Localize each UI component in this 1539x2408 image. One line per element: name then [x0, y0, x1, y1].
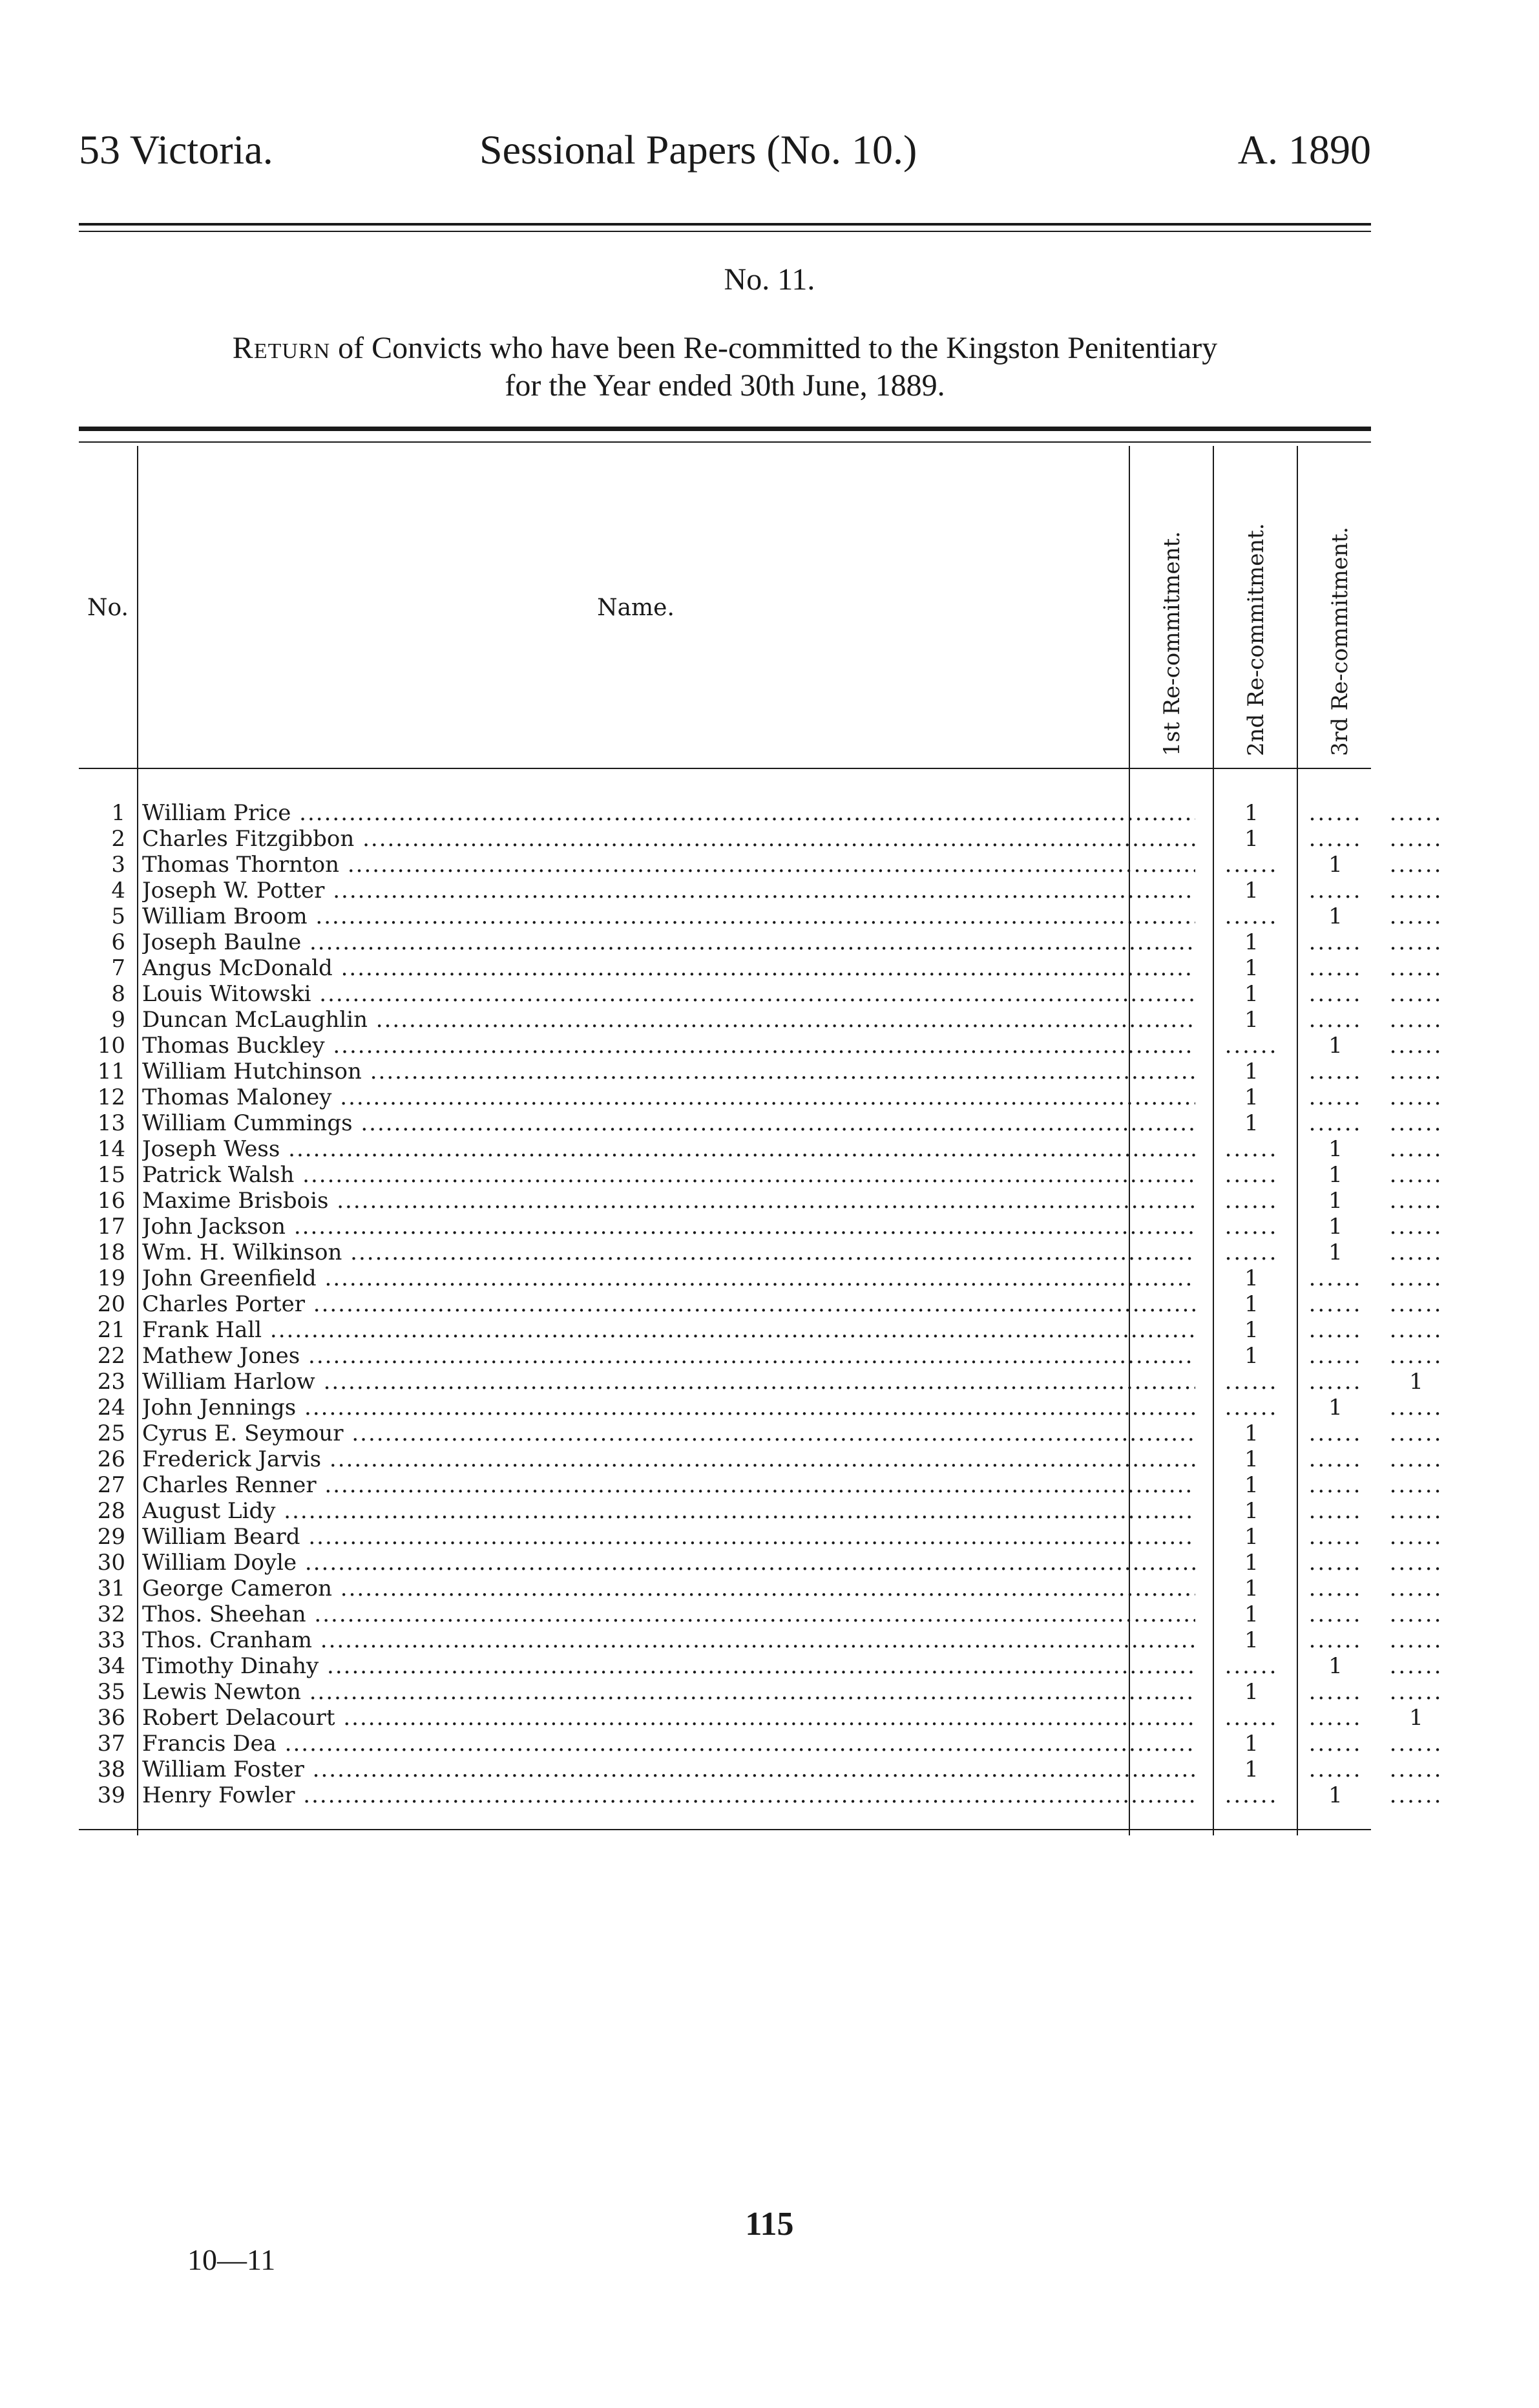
column-header-first: 1st Re-commitment.: [1159, 531, 1185, 756]
row-second-recommitment: ......: [1308, 1757, 1363, 1782]
row-third-recommitment: ......: [1389, 1550, 1443, 1576]
row-name: Thos. Cranham .....: [142, 1627, 1195, 1653]
table-row: [79, 1240, 1443, 1265]
row-number: 28: [97, 1498, 125, 1524]
row-name: Francis Dea .....: [142, 1731, 1195, 1757]
row-name: Robert Delacourt .....: [142, 1705, 1195, 1731]
row-number: 33: [97, 1627, 125, 1653]
row-name: Joseph Baulne .....: [142, 929, 1195, 955]
row-first-recommitment: ......: [1224, 1214, 1279, 1240]
row-third-recommitment: ......: [1389, 929, 1443, 955]
row-first-recommitment: 1: [1244, 1007, 1259, 1033]
row-second-recommitment: ......: [1308, 1446, 1363, 1472]
row-first-recommitment: 1: [1244, 1757, 1259, 1782]
row-first-recommitment: 1: [1244, 1731, 1259, 1757]
row-second-recommitment: 1: [1328, 1214, 1343, 1240]
table-bottom-rule: [79, 1829, 1371, 1830]
row-third-recommitment: ......: [1389, 1033, 1443, 1059]
table-row: [79, 1601, 1443, 1627]
row-first-recommitment: ......: [1224, 1240, 1279, 1265]
row-third-recommitment: ......: [1389, 1084, 1443, 1110]
row-third-recommitment: ......: [1389, 1007, 1443, 1033]
row-number: 16: [97, 1188, 125, 1214]
row-number: 21: [97, 1317, 125, 1343]
title-rest: of Convicts who have been Re-committed to the Kingston Penitentiary: [338, 331, 1218, 365]
row-number: 6: [111, 929, 125, 955]
row-first-recommitment: 1: [1244, 1679, 1259, 1705]
row-third-recommitment: ......: [1389, 1472, 1443, 1498]
table-row: [79, 878, 1443, 903]
row-third-recommitment: ......: [1389, 1601, 1443, 1627]
row-first-recommitment: 1: [1244, 1524, 1259, 1550]
row-number: 9: [111, 1007, 125, 1033]
row-second-recommitment: ......: [1308, 1705, 1363, 1731]
row-third-recommitment: ......: [1389, 1291, 1443, 1317]
table-row: [79, 1576, 1443, 1601]
row-name: William Harlow .....: [142, 1369, 1195, 1395]
row-name: Timothy Dinahy .....: [142, 1653, 1195, 1679]
table-row: [79, 1033, 1443, 1059]
row-third-recommitment: ......: [1389, 1265, 1443, 1291]
row-name: Charles Porter .....: [142, 1291, 1195, 1317]
row-first-recommitment: 1: [1244, 1317, 1259, 1343]
row-number: 13: [97, 1110, 125, 1136]
row-first-recommitment: 1: [1244, 800, 1259, 826]
row-number: 27: [97, 1472, 125, 1498]
column-header-third: 3rd Re-commitment.: [1327, 527, 1353, 756]
row-third-recommitment: ......: [1389, 1136, 1443, 1162]
table-row: [79, 903, 1443, 929]
row-third-recommitment: ......: [1389, 826, 1443, 852]
row-first-recommitment: ......: [1224, 1653, 1279, 1679]
table-row: [79, 1136, 1443, 1162]
row-third-recommitment: ......: [1389, 1731, 1443, 1757]
title-line-2: for the Year ended 30th June, 1889.: [505, 368, 945, 403]
row-first-recommitment: 1: [1244, 1110, 1259, 1136]
row-first-recommitment: 1: [1244, 929, 1259, 955]
row-second-recommitment: ......: [1308, 1421, 1363, 1446]
row-third-recommitment: ......: [1389, 1679, 1443, 1705]
row-second-recommitment: ......: [1308, 1317, 1363, 1343]
row-first-recommitment: 1: [1244, 955, 1259, 981]
table-row: [79, 1705, 1423, 1731]
row-name: George Cameron .....: [142, 1576, 1195, 1601]
header-title: Sessional Papers (No. 10.): [479, 127, 917, 173]
row-second-recommitment: 1: [1328, 1162, 1343, 1188]
table-row: [79, 1110, 1443, 1136]
table-row: [79, 1317, 1443, 1343]
row-name: August Lidy .....: [142, 1498, 1195, 1524]
row-third-recommitment: ......: [1389, 1395, 1443, 1421]
row-first-recommitment: 1: [1244, 1601, 1259, 1627]
row-name: Mathew Jones .....: [142, 1343, 1195, 1369]
document-number: No. 11.: [724, 262, 815, 297]
row-name: Wm. H. Wilkinson .....: [142, 1240, 1195, 1265]
row-number: 19: [97, 1265, 125, 1291]
table-row: [79, 1550, 1443, 1576]
column-header-second: 2nd Re-commitment.: [1243, 523, 1269, 756]
table-row: [79, 1782, 1443, 1808]
table-row: [79, 852, 1443, 878]
row-number: 24: [97, 1395, 125, 1421]
table-row: [79, 1524, 1443, 1550]
page-number: 115: [745, 2206, 794, 2243]
row-name: Thomas Thornton .....: [142, 852, 1195, 878]
table-row: [79, 1369, 1423, 1395]
row-first-recommitment: 1: [1244, 1084, 1259, 1110]
row-third-recommitment: ......: [1389, 1782, 1443, 1808]
row-third-recommitment: ......: [1389, 852, 1443, 878]
row-name: Angus McDonald .....: [142, 955, 1195, 981]
row-name: Maxime Brisbois .....: [142, 1188, 1195, 1214]
row-name: John Jackson .....: [142, 1214, 1195, 1240]
row-number: 35: [97, 1679, 125, 1705]
row-name: William Beard .....: [142, 1524, 1195, 1550]
row-third-recommitment: 1: [1409, 1369, 1423, 1395]
row-number: 2: [111, 826, 125, 852]
row-first-recommitment: 1: [1244, 1265, 1259, 1291]
row-third-recommitment: ......: [1389, 1059, 1443, 1084]
row-number: 12: [97, 1084, 125, 1110]
row-first-recommitment: 1: [1244, 826, 1259, 852]
table-row: [79, 1007, 1443, 1033]
row-second-recommitment: ......: [1308, 1291, 1363, 1317]
table-row: [79, 1731, 1443, 1757]
table-row: [79, 826, 1443, 852]
table-row: [79, 1188, 1443, 1214]
row-first-recommitment: 1: [1244, 1627, 1259, 1653]
row-second-recommitment: 1: [1328, 1136, 1343, 1162]
title-line-1: [79, 330, 1371, 367]
row-name: Patrick Walsh .....: [142, 1162, 1195, 1188]
row-second-recommitment: ......: [1308, 981, 1363, 1007]
row-second-recommitment: 1: [1328, 1653, 1343, 1679]
row-first-recommitment: ......: [1224, 903, 1279, 929]
row-second-recommitment: ......: [1308, 955, 1363, 981]
row-name: Thos. Sheehan .....: [142, 1601, 1195, 1627]
row-name: Henry Fowler .....: [142, 1782, 1195, 1808]
row-name: Frank Hall .....: [142, 1317, 1195, 1343]
row-second-recommitment: ......: [1308, 929, 1363, 955]
row-number: 30: [97, 1550, 125, 1576]
table-row: [79, 1498, 1443, 1524]
row-name: Lewis Newton .....: [142, 1679, 1195, 1705]
row-second-recommitment: ......: [1308, 1084, 1363, 1110]
row-second-recommitment: ......: [1308, 1498, 1363, 1524]
row-third-recommitment: ......: [1389, 981, 1443, 1007]
row-name: Frederick Jarvis .....: [142, 1446, 1195, 1472]
row-number: 11: [97, 1059, 125, 1084]
row-number: 37: [97, 1731, 125, 1757]
row-third-recommitment: ......: [1389, 1162, 1443, 1188]
row-number: 10: [97, 1033, 125, 1059]
row-second-recommitment: ......: [1308, 826, 1363, 852]
row-second-recommitment: ......: [1308, 1576, 1363, 1601]
row-first-recommitment: ......: [1224, 852, 1279, 878]
column-header-no: No.: [87, 595, 129, 621]
row-second-recommitment: ......: [1308, 800, 1363, 826]
row-number: 4: [111, 878, 125, 903]
row-number: 32: [97, 1601, 125, 1627]
row-second-recommitment: ......: [1308, 878, 1363, 903]
row-second-recommitment: ......: [1308, 1627, 1363, 1653]
row-number: 3: [111, 852, 125, 878]
row-number: 38: [97, 1757, 125, 1782]
row-second-recommitment: 1: [1328, 1782, 1343, 1808]
table-header-rule: [79, 768, 1371, 769]
row-first-recommitment: 1: [1244, 1059, 1259, 1084]
row-first-recommitment: ......: [1224, 1369, 1279, 1395]
table-row: [79, 1291, 1443, 1317]
row-first-recommitment: 1: [1244, 1343, 1259, 1369]
row-third-recommitment: ......: [1389, 1240, 1443, 1265]
row-third-recommitment: ......: [1389, 1188, 1443, 1214]
row-second-recommitment: ......: [1308, 1679, 1363, 1705]
title-lead: Return: [232, 331, 331, 365]
table-row: [79, 1627, 1443, 1653]
row-first-recommitment: 1: [1244, 1472, 1259, 1498]
row-third-recommitment: ......: [1389, 1757, 1443, 1782]
row-third-recommitment: ......: [1389, 1317, 1443, 1343]
row-third-recommitment: ......: [1389, 1214, 1443, 1240]
row-name: Charles Fitzgibbon .....: [142, 826, 1195, 852]
row-third-recommitment: ......: [1389, 1498, 1443, 1524]
row-name: Joseph W. Potter .....: [142, 878, 1195, 903]
row-second-recommitment: 1: [1328, 1240, 1343, 1265]
row-first-recommitment: 1: [1244, 1576, 1259, 1601]
row-first-recommitment: 1: [1244, 1446, 1259, 1472]
row-second-recommitment: ......: [1308, 1550, 1363, 1576]
row-first-recommitment: ......: [1224, 1033, 1279, 1059]
header-rule: [79, 223, 1371, 232]
row-third-recommitment: ......: [1389, 1343, 1443, 1369]
row-name: William Broom .....: [142, 903, 1195, 929]
table-header: [79, 446, 1371, 769]
row-third-recommitment: ......: [1389, 1110, 1443, 1136]
page-header: [79, 126, 1371, 184]
table-row: [79, 981, 1443, 1007]
row-second-recommitment: ......: [1308, 1265, 1363, 1291]
row-number: 39: [97, 1782, 125, 1808]
row-third-recommitment: ......: [1389, 1446, 1443, 1472]
row-name: Cyrus E. Seymour .....: [142, 1421, 1195, 1446]
row-number: 26: [97, 1446, 125, 1472]
row-name: William Doyle .....: [142, 1550, 1195, 1576]
row-number: 23: [97, 1369, 125, 1395]
row-third-recommitment: ......: [1389, 903, 1443, 929]
table-body: [79, 800, 1443, 1808]
row-second-recommitment: ......: [1308, 1059, 1363, 1084]
table-row: [79, 955, 1443, 981]
row-number: 14: [97, 1136, 125, 1162]
table-row: [79, 800, 1443, 826]
row-name: John Jennings .....: [142, 1395, 1195, 1421]
row-name: William Hutchinson .....: [142, 1059, 1195, 1084]
row-first-recommitment: ......: [1224, 1188, 1279, 1214]
row-second-recommitment: 1: [1328, 903, 1343, 929]
row-name: Joseph Wess .....: [142, 1136, 1195, 1162]
table-row: [79, 1757, 1443, 1782]
table-row: [79, 1421, 1443, 1446]
column-header-name: Name.: [597, 595, 675, 621]
row-second-recommitment: ......: [1308, 1731, 1363, 1757]
row-third-recommitment: 1: [1409, 1705, 1423, 1731]
row-number: 29: [97, 1524, 125, 1550]
row-name: John Greenfield .....: [142, 1265, 1195, 1291]
document-title: [79, 330, 1371, 405]
table-row: [79, 1395, 1443, 1421]
row-number: 7: [111, 955, 125, 981]
row-first-recommitment: ......: [1224, 1136, 1279, 1162]
row-second-recommitment: 1: [1328, 1188, 1343, 1214]
row-second-recommitment: 1: [1328, 1395, 1343, 1421]
row-number: 22: [97, 1343, 125, 1369]
row-third-recommitment: ......: [1389, 955, 1443, 981]
row-number: 17: [97, 1214, 125, 1240]
footer-code: 10—11: [187, 2243, 276, 2276]
row-number: 34: [97, 1653, 125, 1679]
row-second-recommitment: ......: [1308, 1524, 1363, 1550]
row-number: 18: [97, 1240, 125, 1265]
row-first-recommitment: 1: [1244, 981, 1259, 1007]
row-second-recommitment: 1: [1328, 1033, 1343, 1059]
table-row: [79, 1214, 1443, 1240]
table-row: [79, 1265, 1443, 1291]
row-second-recommitment: 1: [1328, 852, 1343, 878]
row-number: 5: [111, 903, 125, 929]
row-third-recommitment: ......: [1389, 1576, 1443, 1601]
header-year: A. 1890: [1237, 127, 1371, 173]
table-row: [79, 1653, 1443, 1679]
row-number: 31: [97, 1576, 125, 1601]
table-row: [79, 1059, 1443, 1084]
row-name: William Foster .....: [142, 1757, 1195, 1782]
row-second-recommitment: ......: [1308, 1343, 1363, 1369]
table-row: [79, 1446, 1443, 1472]
row-third-recommitment: ......: [1389, 1627, 1443, 1653]
table-row: [79, 1343, 1443, 1369]
row-name: Louis Witowski .....: [142, 981, 1195, 1007]
table-top-rule-thin: [79, 441, 1371, 443]
row-name: Duncan McLaughlin .....: [142, 1007, 1195, 1033]
table-row: [79, 929, 1443, 955]
row-third-recommitment: ......: [1389, 878, 1443, 903]
row-third-recommitment: ......: [1389, 1653, 1443, 1679]
row-number: 36: [97, 1705, 125, 1731]
row-third-recommitment: ......: [1389, 800, 1443, 826]
row-first-recommitment: ......: [1224, 1162, 1279, 1188]
row-first-recommitment: ......: [1224, 1395, 1279, 1421]
row-name: William Cummings .....: [142, 1110, 1195, 1136]
table-top-rule: [79, 427, 1371, 431]
row-first-recommitment: ......: [1224, 1782, 1279, 1808]
row-number: 8: [111, 981, 125, 1007]
row-first-recommitment: 1: [1244, 1498, 1259, 1524]
row-second-recommitment: ......: [1308, 1601, 1363, 1627]
row-number: 20: [97, 1291, 125, 1317]
row-number: 25: [97, 1421, 125, 1446]
row-number: 15: [97, 1162, 125, 1188]
row-name: William Price .....: [142, 800, 1195, 826]
row-first-recommitment: ......: [1224, 1705, 1279, 1731]
row-name: Thomas Maloney .....: [142, 1084, 1195, 1110]
row-name: Thomas Buckley .....: [142, 1033, 1195, 1059]
row-first-recommitment: 1: [1244, 1291, 1259, 1317]
row-first-recommitment: 1: [1244, 1421, 1259, 1446]
row-second-recommitment: ......: [1308, 1369, 1363, 1395]
row-second-recommitment: ......: [1308, 1472, 1363, 1498]
table-row: [79, 1679, 1443, 1705]
row-name: Charles Renner .....: [142, 1472, 1195, 1498]
row-third-recommitment: ......: [1389, 1524, 1443, 1550]
row-second-recommitment: ......: [1308, 1007, 1363, 1033]
table-row: [79, 1472, 1443, 1498]
table-row: [79, 1084, 1443, 1110]
row-second-recommitment: ......: [1308, 1110, 1363, 1136]
row-third-recommitment: ......: [1389, 1421, 1443, 1446]
row-number: 1: [111, 800, 125, 826]
row-first-recommitment: 1: [1244, 878, 1259, 903]
header-session: 53 Victoria.: [79, 127, 273, 173]
row-first-recommitment: 1: [1244, 1550, 1259, 1576]
table-row: [79, 1162, 1443, 1188]
